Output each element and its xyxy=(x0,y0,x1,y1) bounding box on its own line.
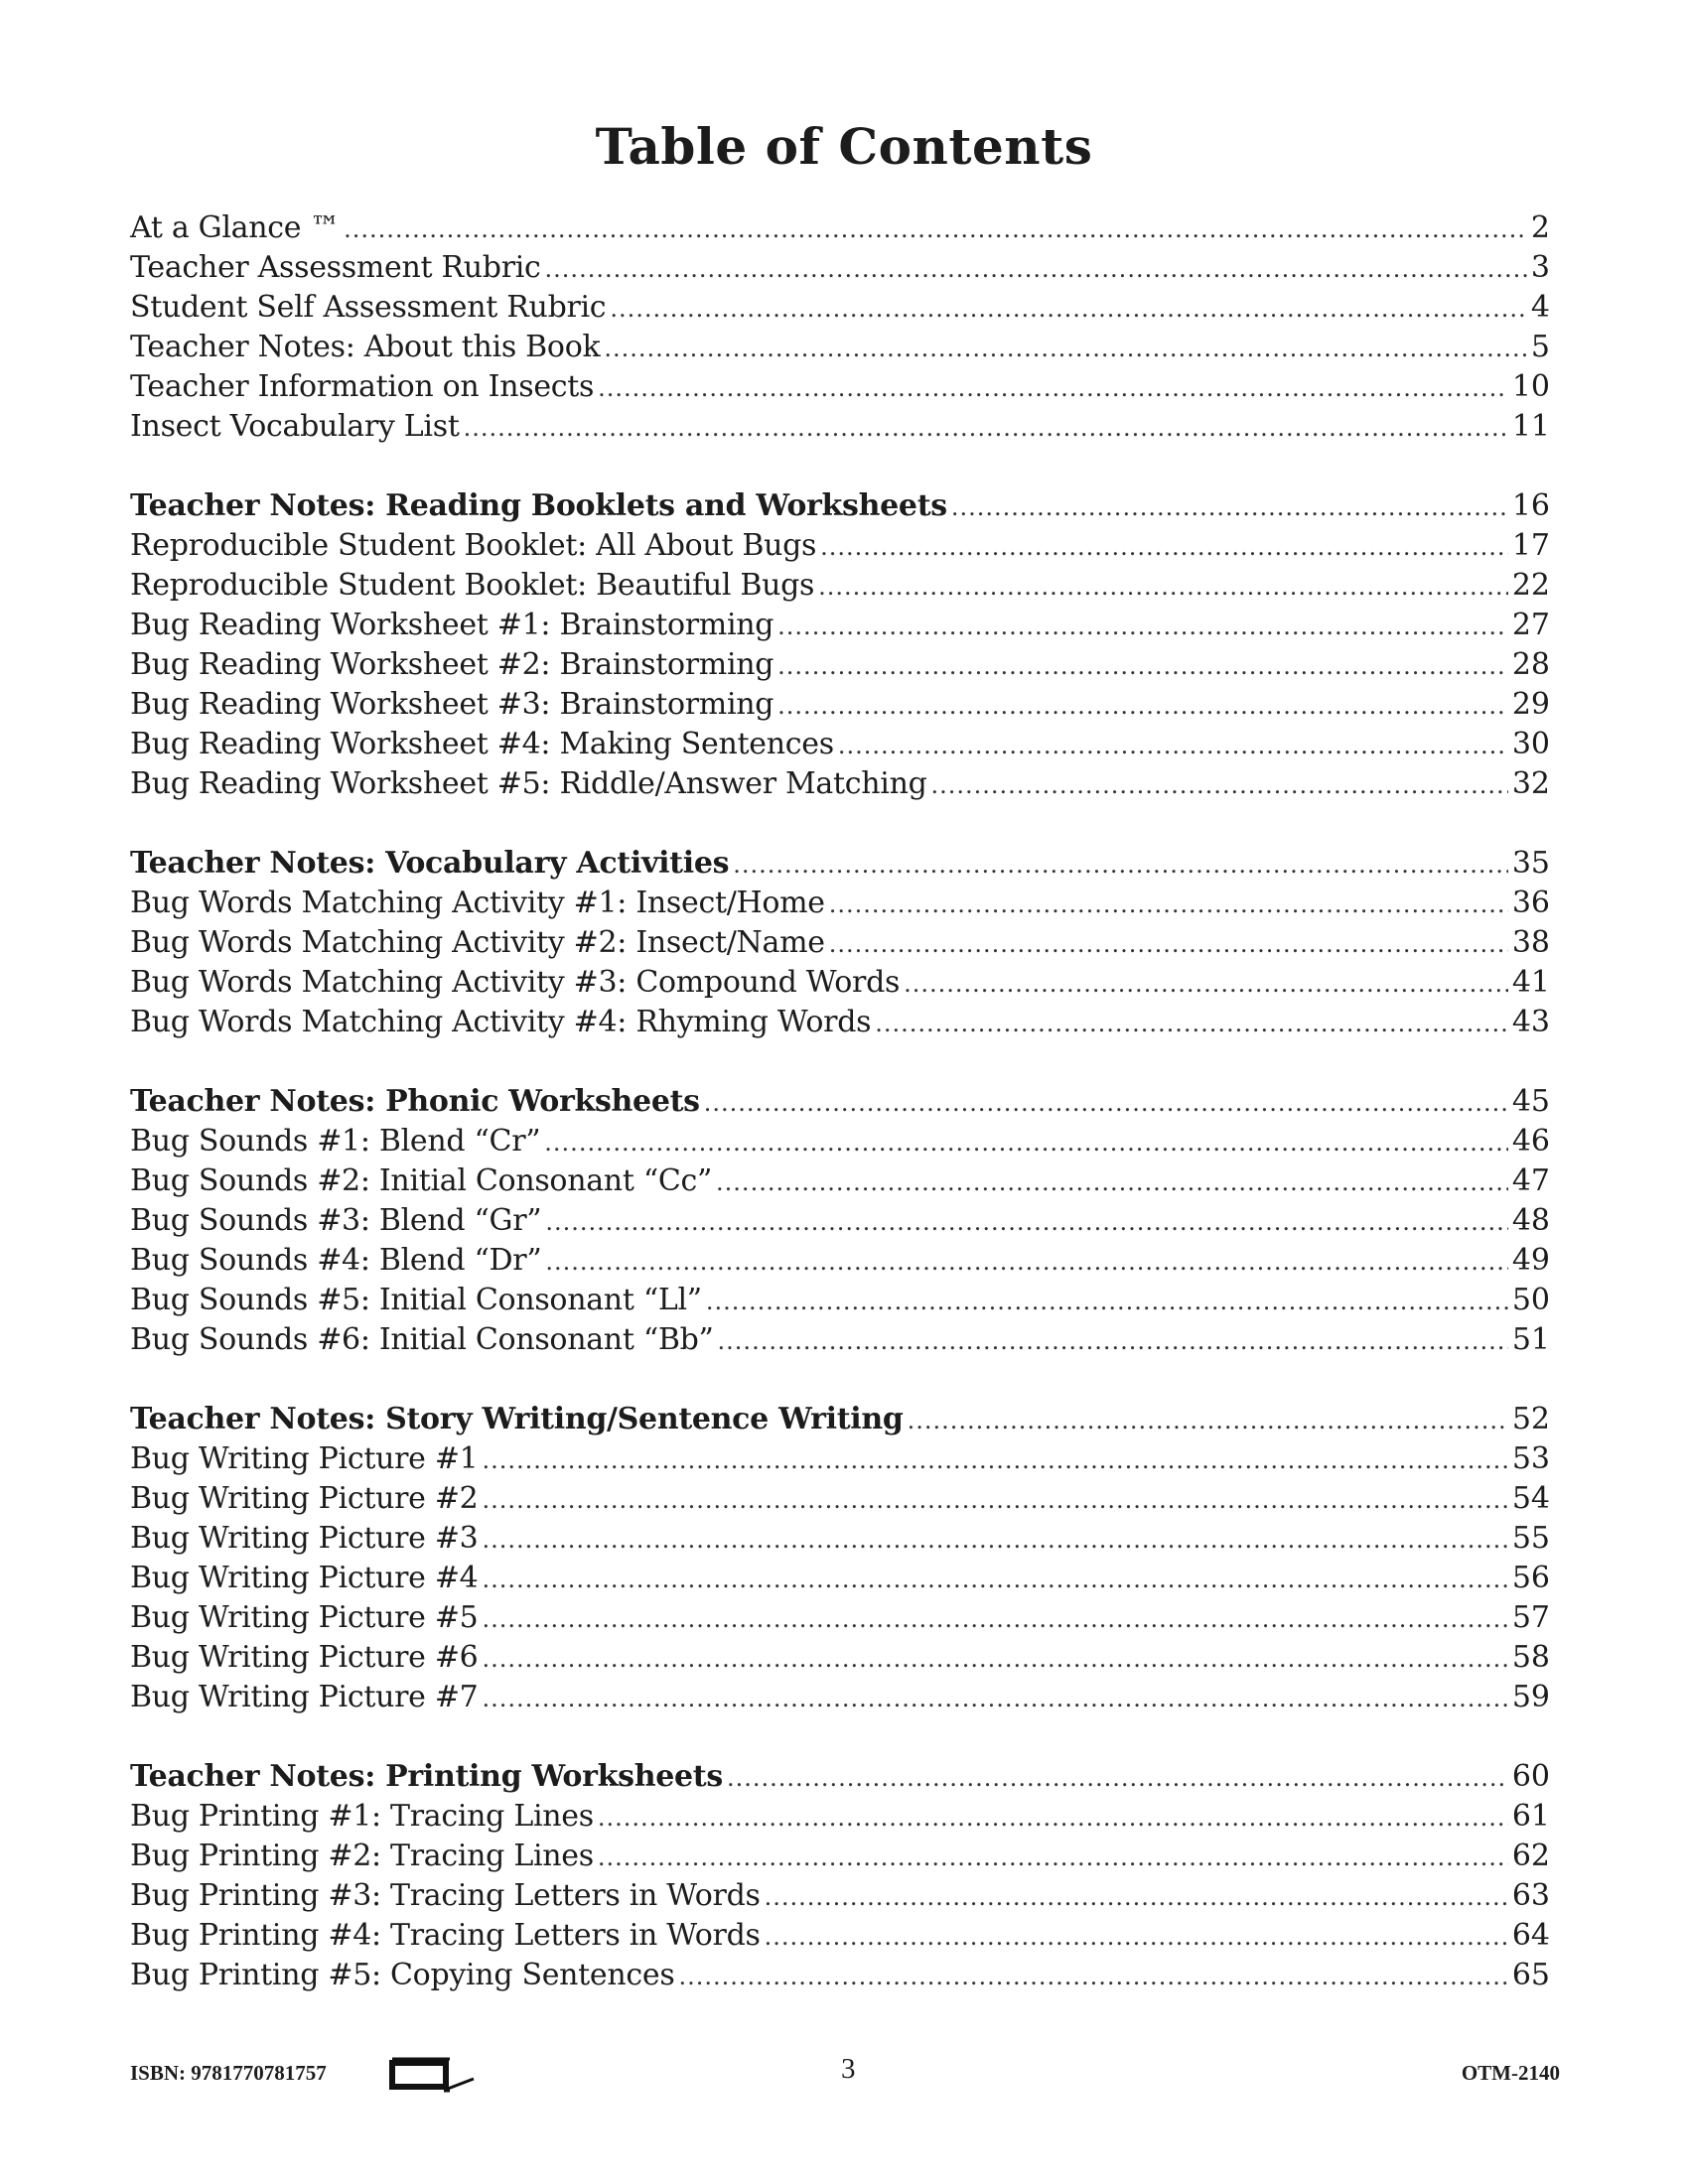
toc-entry-page: 62 xyxy=(1511,1839,1550,1873)
toc-entry-label: Bug Printing #1: Tracing Lines xyxy=(130,1799,594,1834)
toc-entry-page: 56 xyxy=(1511,1561,1550,1595)
dot-leader xyxy=(818,566,1508,607)
dot-leader xyxy=(875,1003,1508,1043)
toc-entry-page: 10 xyxy=(1511,369,1550,404)
dot-leader xyxy=(604,328,1527,368)
toc-entry[interactable] xyxy=(130,1201,1550,1241)
toc-entry[interactable] xyxy=(130,1281,1550,1320)
toc-entry-page: 61 xyxy=(1511,1799,1550,1834)
dot-leader xyxy=(820,526,1508,567)
toc-entry-page: 48 xyxy=(1511,1203,1550,1238)
toc-entry[interactable] xyxy=(130,923,1550,963)
toc-entry[interactable] xyxy=(130,367,1550,407)
toc-section xyxy=(130,844,1550,1042)
toc-entry-label: Bug Sounds #5: Initial Consonant “Ll” xyxy=(130,1283,702,1317)
toc-entry-label: Bug Words Matching Activity #2: Insect/Name xyxy=(130,925,825,960)
toc-section-heading[interactable] xyxy=(130,844,1550,884)
dot-leader xyxy=(610,288,1527,329)
dot-leader xyxy=(482,1678,1507,1718)
table-of-contents xyxy=(130,208,1550,2035)
toc-entry[interactable] xyxy=(130,288,1550,328)
toc-entry[interactable] xyxy=(130,328,1550,367)
toc-entry[interactable] xyxy=(130,248,1550,288)
toc-entry[interactable] xyxy=(130,685,1550,725)
dot-leader xyxy=(482,1559,1507,1599)
toc-entry[interactable] xyxy=(130,1956,1550,1995)
toc-entry-label: Teacher Notes: Story Writing/Sentence Writing xyxy=(130,1402,904,1436)
toc-entry[interactable] xyxy=(130,566,1550,606)
toc-entry-page: 60 xyxy=(1511,1759,1550,1794)
toc-entry-page: 51 xyxy=(1511,1322,1550,1357)
toc-section xyxy=(130,1082,1550,1360)
toc-entry-label: Bug Sounds #6: Initial Consonant “Bb” xyxy=(130,1322,714,1357)
dot-leader xyxy=(777,645,1508,686)
toc-entry-label: Bug Writing Picture #4 xyxy=(130,1561,479,1595)
toc-entry-label: Bug Printing #4: Tracing Letters in Words xyxy=(130,1918,761,1953)
dot-leader xyxy=(718,1320,1508,1361)
toc-entry-label: Bug Printing #3: Tracing Letters in Words xyxy=(130,1878,761,1913)
toc-entry[interactable] xyxy=(130,526,1550,566)
dot-leader xyxy=(829,884,1508,924)
toc-entry[interactable] xyxy=(130,1837,1550,1876)
page-footer xyxy=(130,2053,1560,2101)
dot-leader xyxy=(344,208,1527,249)
toc-entry-label: Teacher Notes: Printing Worksheets xyxy=(130,1759,723,1794)
toc-entry-label: Teacher Information on Insects xyxy=(130,369,595,404)
toc-entry[interactable] xyxy=(130,606,1550,645)
toc-entry[interactable] xyxy=(130,884,1550,923)
dot-leader xyxy=(482,1439,1507,1480)
toc-entry-label: Bug Sounds #2: Initial Consonant “Cc” xyxy=(130,1163,713,1198)
toc-entry[interactable] xyxy=(130,1797,1550,1837)
toc-entry-page: 57 xyxy=(1511,1600,1550,1635)
toc-entry[interactable] xyxy=(130,1598,1550,1638)
toc-entry-label: Bug Words Matching Activity #4: Rhyming Words xyxy=(130,1005,872,1039)
toc-entry-label: Teacher Notes: Reading Booklets and Worksheets xyxy=(130,488,947,523)
toc-entry-page: 32 xyxy=(1511,766,1550,801)
toc-entry-page: 58 xyxy=(1511,1640,1550,1675)
toc-entry-page: 2 xyxy=(1530,210,1550,245)
toc-entry-label: Bug Reading Worksheet #5: Riddle/Answer Matching xyxy=(130,766,927,801)
toc-entry[interactable] xyxy=(130,208,1550,248)
toc-entry-label: Bug Printing #2: Tracing Lines xyxy=(130,1839,594,1873)
toc-entry-page: 52 xyxy=(1511,1402,1550,1436)
toc-entry-page: 46 xyxy=(1511,1124,1550,1159)
toc-section xyxy=(130,486,1550,804)
toc-entry-label: Bug Reading Worksheet #1: Brainstorming xyxy=(130,608,774,642)
toc-entry-page: 30 xyxy=(1511,727,1550,761)
dot-leader xyxy=(838,725,1508,765)
dot-leader xyxy=(704,1082,1508,1123)
dot-leader xyxy=(951,486,1508,527)
dot-leader xyxy=(765,1876,1508,1917)
toc-entry[interactable] xyxy=(130,1122,1550,1161)
toc-entry[interactable] xyxy=(130,1439,1550,1479)
toc-entry[interactable] xyxy=(130,1241,1550,1281)
toc-entry[interactable] xyxy=(130,1678,1550,1717)
toc-entry-page: 35 xyxy=(1511,846,1550,881)
dot-leader xyxy=(678,1956,1507,1996)
product-code: OTM-2140 xyxy=(1461,2061,1560,2085)
dot-leader xyxy=(482,1519,1507,1560)
toc-entry[interactable] xyxy=(130,1876,1550,1916)
toc-entry-page: 45 xyxy=(1511,1084,1550,1119)
toc-entry-page: 59 xyxy=(1511,1680,1550,1714)
toc-entry-page: 36 xyxy=(1511,886,1550,920)
toc-entry-label: Insect Vocabulary List xyxy=(130,409,460,444)
toc-entry-page: 29 xyxy=(1511,687,1550,722)
toc-entry-page: 38 xyxy=(1511,925,1550,960)
toc-entry[interactable] xyxy=(130,1479,1550,1519)
dot-leader xyxy=(598,1797,1508,1838)
toc-entry-page: 49 xyxy=(1511,1243,1550,1278)
dot-leader xyxy=(716,1161,1508,1202)
toc-section-heading[interactable] xyxy=(130,1400,1550,1439)
toc-entry[interactable] xyxy=(130,1320,1550,1360)
toc-entry-label: Bug Writing Picture #7 xyxy=(130,1680,479,1714)
dot-leader xyxy=(908,1400,1508,1440)
toc-entry-page: 53 xyxy=(1511,1441,1550,1476)
dot-leader xyxy=(706,1281,1508,1321)
toc-entry-label: Bug Reading Worksheet #3: Brainstorming xyxy=(130,687,774,722)
toc-section xyxy=(130,1757,1550,1995)
toc-entry-page: 54 xyxy=(1511,1481,1550,1516)
dot-leader xyxy=(777,606,1508,646)
dot-leader xyxy=(829,923,1508,964)
toc-entry[interactable] xyxy=(130,963,1550,1003)
toc-entry-label: Bug Writing Picture #6 xyxy=(130,1640,479,1675)
toc-entry-page: 28 xyxy=(1511,647,1550,682)
dot-leader xyxy=(464,407,1508,448)
toc-entry[interactable] xyxy=(130,764,1550,804)
dot-leader xyxy=(482,1479,1507,1520)
toc-section-heading[interactable] xyxy=(130,1082,1550,1122)
dot-leader xyxy=(482,1638,1507,1679)
toc-entry-label: Bug Reading Worksheet #2: Brainstorming xyxy=(130,647,774,682)
isbn-text: ISBN: 9781770781757 xyxy=(130,2061,327,2085)
toc-entry[interactable] xyxy=(130,1559,1550,1598)
toc-entry-label: Reproducible Student Booklet: Beautiful Bugs xyxy=(130,568,815,603)
toc-entry-page: 16 xyxy=(1511,488,1550,523)
toc-entry-label: Teacher Assessment Rubric xyxy=(130,250,541,285)
toc-entry[interactable] xyxy=(130,1161,1550,1201)
toc-entry[interactable] xyxy=(130,1916,1550,1956)
toc-entry-label: Bug Sounds #3: Blend “Gr” xyxy=(130,1203,542,1238)
toc-entry-label: Bug Sounds #4: Blend “Dr” xyxy=(130,1243,542,1278)
toc-entry-page: 50 xyxy=(1511,1283,1550,1317)
toc-entry[interactable] xyxy=(130,407,1550,447)
page-number: 3 xyxy=(841,2053,856,2085)
toc-entry-page: 63 xyxy=(1511,1878,1550,1913)
toc-entry-page: 43 xyxy=(1511,1005,1550,1039)
dot-leader xyxy=(931,764,1508,805)
toc-entry-label: Bug Writing Picture #5 xyxy=(130,1600,479,1635)
toc-entry-label: Bug Writing Picture #1 xyxy=(130,1441,479,1476)
toc-entry-page: 55 xyxy=(1511,1521,1550,1556)
toc-entry-label: Teacher Notes: Vocabulary Activities xyxy=(130,846,730,881)
dot-leader xyxy=(598,1837,1508,1877)
toc-entry-label: Bug Writing Picture #3 xyxy=(130,1521,479,1556)
toc-entry-label: Student Self Assessment Rubric xyxy=(130,290,607,325)
toc-entry-label: Bug Printing #5: Copying Sentences xyxy=(130,1958,675,1992)
toc-entry-page: 17 xyxy=(1511,528,1550,563)
toc-entry-page: 4 xyxy=(1530,290,1550,325)
toc-entry-page: 22 xyxy=(1511,568,1550,603)
toc-entry-page: 11 xyxy=(1511,409,1550,444)
toc-entry-label: Reproducible Student Booklet: All About Bugs xyxy=(130,528,817,563)
toc-entry-label: Bug Sounds #1: Blend “Cr” xyxy=(130,1124,541,1159)
page-title: Table of Contents xyxy=(595,117,1093,176)
toc-entry-label: Bug Writing Picture #2 xyxy=(130,1481,479,1516)
toc-section-heading[interactable] xyxy=(130,486,1550,526)
dot-leader xyxy=(545,1241,1507,1282)
dot-leader xyxy=(545,248,1527,289)
toc-entry-label: Teacher Notes: Phonic Worksheets xyxy=(130,1084,700,1119)
toc-entry-page: 64 xyxy=(1511,1918,1550,1953)
dot-leader xyxy=(733,844,1508,885)
toc-entry[interactable] xyxy=(130,1519,1550,1559)
toc-entry-page: 3 xyxy=(1530,250,1550,285)
dot-leader xyxy=(598,367,1508,408)
dot-leader xyxy=(904,963,1508,1004)
toc-entry-page: 65 xyxy=(1511,1958,1550,1992)
toc-entry-label: Teacher Notes: About this Book xyxy=(130,330,601,364)
dot-leader xyxy=(765,1916,1508,1957)
toc-entry[interactable] xyxy=(130,1638,1550,1678)
dot-leader xyxy=(544,1122,1508,1162)
toc-section xyxy=(130,208,1550,447)
toc-entry-label: Bug Words Matching Activity #1: Insect/Home xyxy=(130,886,825,920)
toc-entry-page: 41 xyxy=(1511,965,1550,1000)
toc-section xyxy=(130,1400,1550,1717)
book-logo-icon xyxy=(388,2055,478,2095)
toc-entry[interactable] xyxy=(130,725,1550,764)
dot-leader xyxy=(727,1757,1508,1798)
toc-entry[interactable] xyxy=(130,645,1550,685)
toc-entry-label: Bug Words Matching Activity #3: Compound Words xyxy=(130,965,901,1000)
dot-leader xyxy=(545,1201,1508,1242)
toc-entry-label: At a Glance ™ xyxy=(130,210,341,245)
toc-entry-page: 47 xyxy=(1511,1163,1550,1198)
dot-leader xyxy=(482,1598,1507,1639)
toc-entry-page: 5 xyxy=(1530,330,1550,364)
toc-entry[interactable] xyxy=(130,1003,1550,1042)
dot-leader xyxy=(777,685,1508,726)
toc-entry-label: Bug Reading Worksheet #4: Making Sentences xyxy=(130,727,834,761)
toc-entry-page: 27 xyxy=(1511,608,1550,642)
toc-section-heading[interactable] xyxy=(130,1757,1550,1797)
